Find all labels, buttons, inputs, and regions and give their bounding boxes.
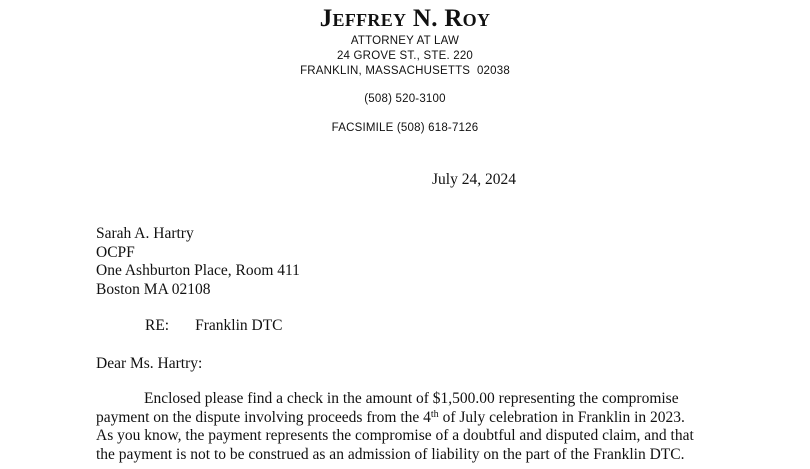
fax-number: FACSIMILE (508) 618-7126 (331, 122, 479, 134)
recipient-city: Boston MA 02108 (96, 280, 211, 298)
recipient-address (96, 225, 300, 299)
re-subject: Franklin DTC (195, 317, 283, 334)
body-line-3: As you know, the payment represents the compromise of a doubtful and disputed claim, and that (96, 427, 694, 444)
recipient-street: One Ashburton Place, Room 411 (96, 262, 300, 279)
phone-number: (508) 520-3100 (364, 93, 446, 105)
city-state-zip: FRANKLIN, MASSACHUSETTS 02038 (300, 65, 510, 77)
recipient-org: OCPF (96, 243, 135, 261)
body-line-4: the payment is not to be construed as an admission of liability on the part of the Franklin DTC. (96, 445, 685, 463)
re-label: RE: (145, 317, 170, 334)
attorney-name: Jeffrey N. Roy (319, 5, 491, 32)
salutation: Dear Ms. Hartry: (96, 355, 203, 372)
letter-body (96, 390, 726, 464)
body-line-2-end: of July celebration in Franklin in 2023. (438, 408, 685, 426)
body-line-2 (96, 409, 726, 428)
ordinal-suffix: th (430, 408, 439, 420)
letter-date: July 24, 2024 (432, 171, 516, 188)
re-line (145, 316, 283, 336)
body-line-2-start: payment on the dispute involving proceeds from the 4 (96, 408, 431, 426)
recipient-name: Sarah A. Hartry (96, 225, 194, 242)
letterhead (0, 4, 810, 136)
attorney-title: ATTORNEY AT LAW (350, 35, 460, 47)
body-line-1: Enclosed please find a check in the amount of $1,500.00 representing the compromise (144, 390, 679, 407)
street-address: 24 GROVE ST., STE. 220 (336, 50, 474, 62)
